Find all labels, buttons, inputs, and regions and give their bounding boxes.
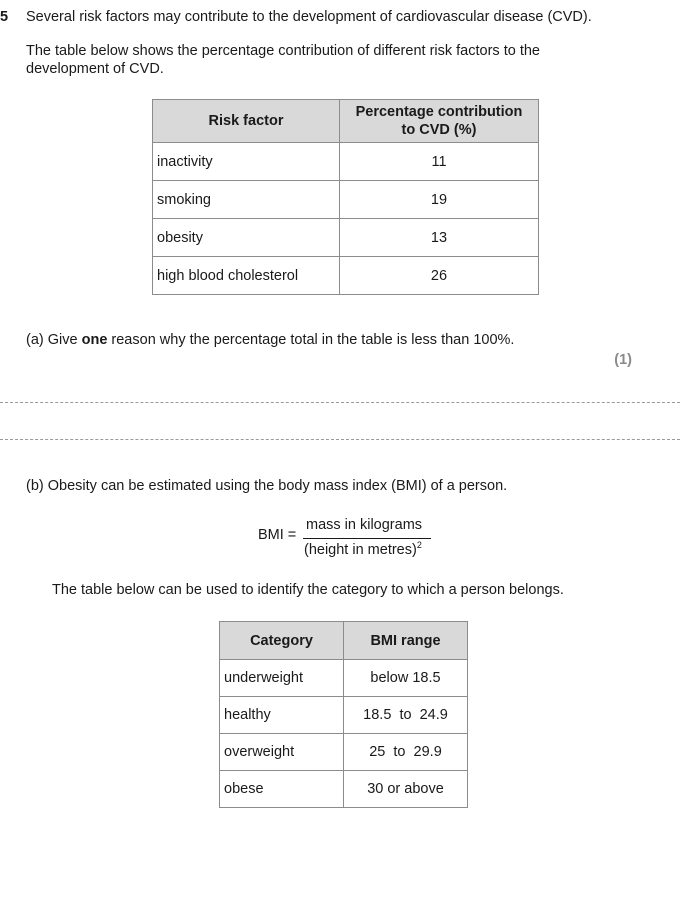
table-row bbox=[220, 697, 468, 734]
percentage-cell: 19 bbox=[340, 181, 539, 219]
bmi-formula-lhs: BMI = bbox=[258, 527, 297, 543]
table-row bbox=[153, 219, 539, 257]
risk-factor-cell: smoking bbox=[153, 181, 340, 219]
category-cell: healthy bbox=[220, 697, 344, 734]
part-a-label: (a) bbox=[26, 332, 44, 348]
table-row bbox=[220, 771, 468, 808]
percentage-cell: 26 bbox=[340, 257, 539, 295]
percentage-cell: 13 bbox=[340, 219, 539, 257]
fraction-bar bbox=[303, 538, 431, 539]
bmi-category-table bbox=[219, 621, 468, 808]
header-percentage-text: Percentage contribution to CVD (%) bbox=[355, 104, 523, 138]
denominator-text: (height in metres) bbox=[304, 542, 417, 558]
bmi-formula-denominator bbox=[304, 540, 422, 558]
marks-indicator: (1) bbox=[614, 352, 632, 368]
bmi-range-cell: 18.5 to 24.9 bbox=[344, 697, 468, 734]
risk-factor-cell: obesity bbox=[153, 219, 340, 257]
table-row bbox=[153, 181, 539, 219]
header-percentage bbox=[340, 100, 539, 143]
header-category: Category bbox=[220, 622, 344, 660]
answer-line[interactable] bbox=[0, 402, 680, 403]
bmi-formula-numerator: mass in kilograms bbox=[306, 517, 423, 533]
table1-intro: The table below shows the percentage contribution of different risk factors to the development of CVD. bbox=[26, 43, 540, 77]
table-row bbox=[220, 734, 468, 771]
part-b-label: (b) bbox=[26, 478, 44, 494]
part-a-text-before: Give bbox=[47, 332, 82, 348]
header-bmi-range: BMI range bbox=[344, 622, 468, 660]
part-a-emphasis: one bbox=[81, 332, 108, 348]
category-cell: underweight bbox=[220, 660, 344, 697]
bmi-range-cell: 25 to 29.9 bbox=[344, 734, 468, 771]
category-cell: overweight bbox=[220, 734, 344, 771]
table-header-row bbox=[153, 100, 539, 143]
table2-intro: The table below can be used to identify the category to which a person belongs. bbox=[52, 582, 564, 598]
part-b-question bbox=[26, 478, 507, 494]
risk-factor-table bbox=[152, 99, 539, 295]
answer-line[interactable] bbox=[0, 439, 680, 440]
denominator-exponent: 2 bbox=[416, 540, 422, 550]
table-row bbox=[220, 660, 468, 697]
table-header-row bbox=[220, 622, 468, 660]
part-a-text-after: reason why the percentage total in the table is less than 100%. bbox=[107, 332, 515, 348]
risk-factor-cell: inactivity bbox=[153, 143, 340, 181]
part-b-text: Obesity can be estimated using the body mass index (BMI) of a person. bbox=[47, 478, 508, 494]
table-row bbox=[153, 143, 539, 181]
bmi-range-cell: 30 or above bbox=[344, 771, 468, 808]
header-risk-factor: Risk factor bbox=[153, 100, 340, 143]
category-cell: obese bbox=[220, 771, 344, 808]
percentage-cell: 11 bbox=[340, 143, 539, 181]
question-intro: Several risk factors may contribute to the development of cardiovascular disease (CVD). bbox=[26, 9, 592, 25]
bmi-range-cell: below 18.5 bbox=[344, 660, 468, 697]
part-a-question bbox=[26, 332, 514, 348]
risk-factor-cell: high blood cholesterol bbox=[153, 257, 340, 295]
table-row bbox=[153, 257, 539, 295]
question-number: 5 bbox=[0, 9, 9, 25]
